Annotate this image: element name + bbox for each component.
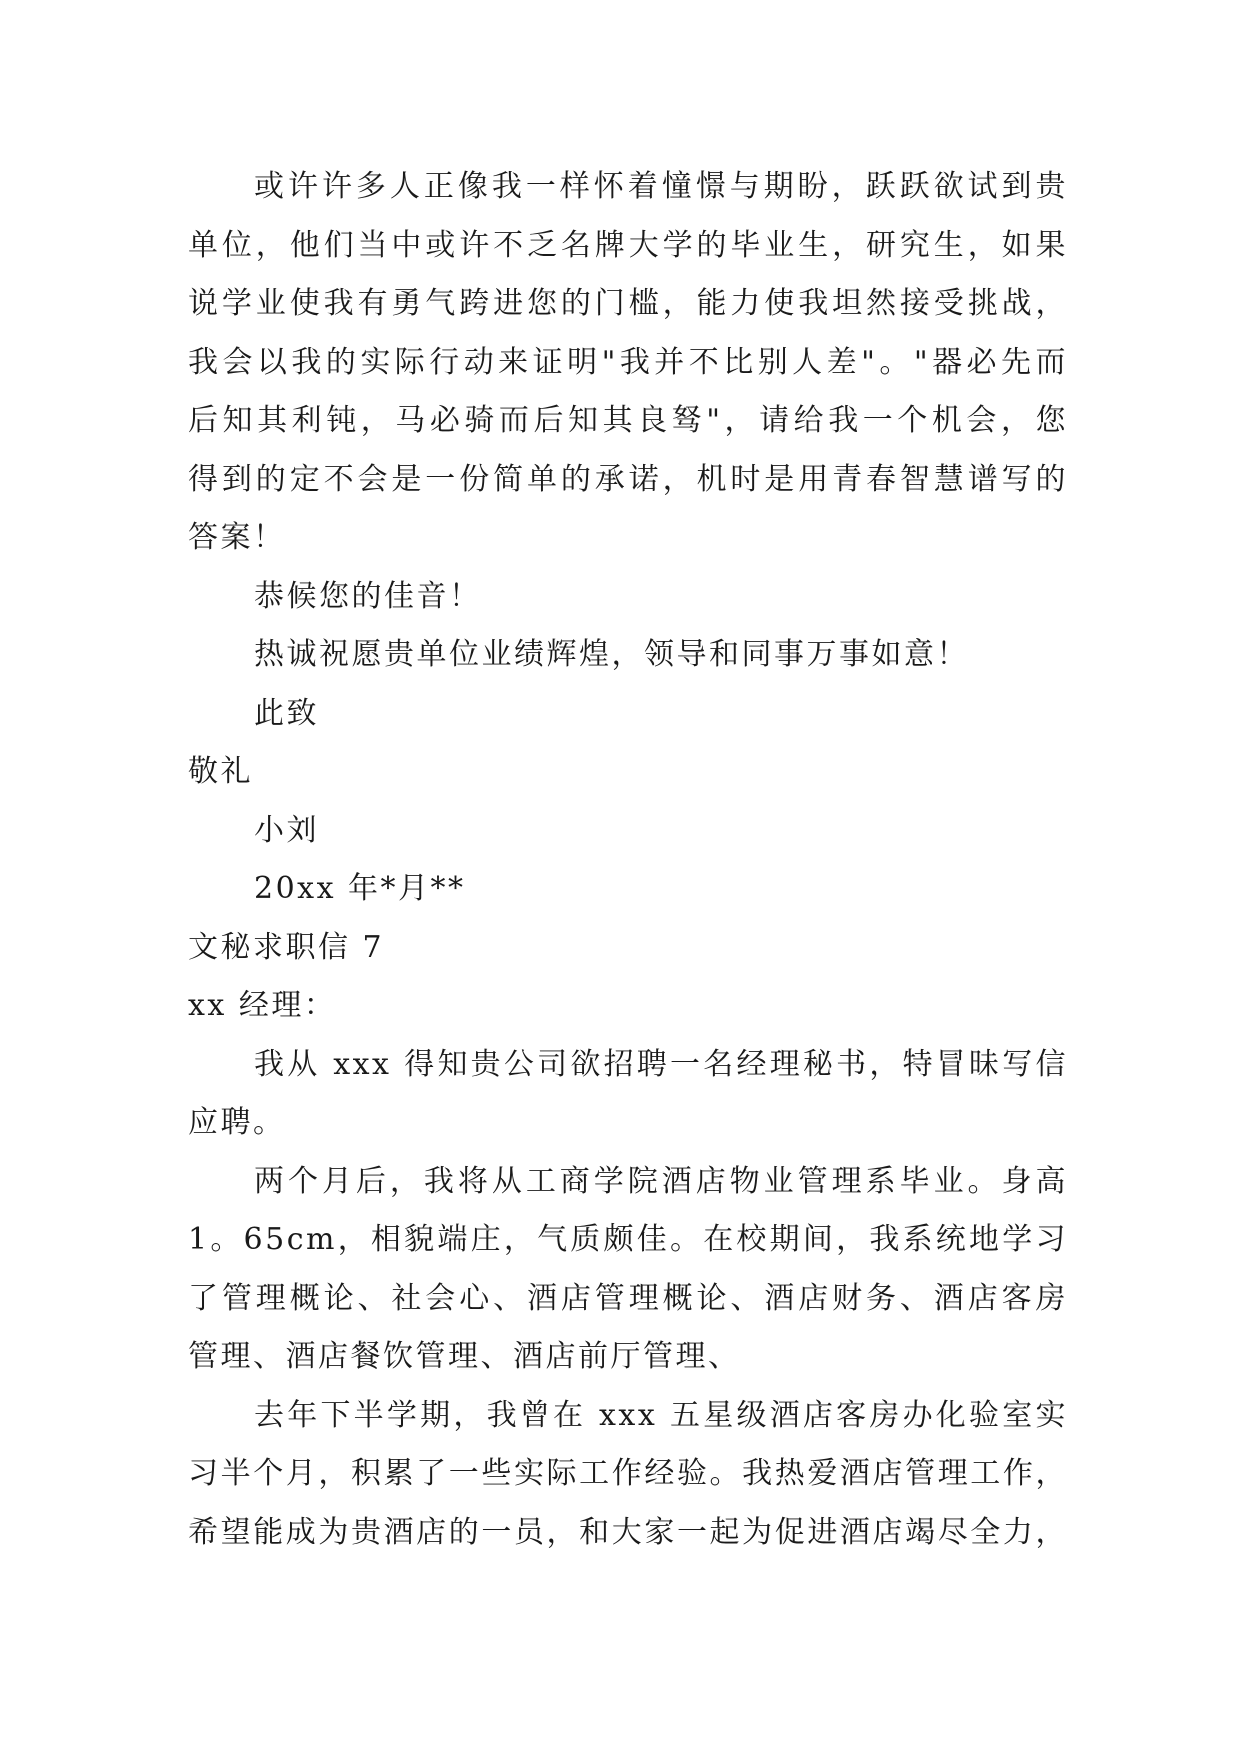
paragraph-await: [188, 568, 1068, 627]
text-line: 说学业使我有勇气跨进您的门槛，能力使我坦然接受挑战，: [188, 286, 1068, 321]
text-line: 希望能成为贵酒店的一员，和大家一起为促进酒店竭尽全力，: [188, 1514, 1068, 1550]
text-line: 20xx 年*月**: [254, 871, 466, 906]
closing-regards: [188, 743, 1068, 802]
document-body: [188, 158, 1068, 1562]
closing-salutation: [188, 685, 1068, 744]
signature-date: [188, 860, 1068, 919]
paragraph-wishes: [188, 626, 1068, 685]
text-line: 得到的定不会是一份简单的承诺，机时是用青春智慧谱写的: [188, 461, 1068, 497]
text-line: 我会以我的实际行动来证明"我并不比别人差"。"器必先而: [188, 344, 1068, 380]
section-heading: [188, 919, 1068, 978]
text-line: 我从 xxx 得知贵公司欲招聘一名经理秘书，特冒昧写信: [254, 1046, 1068, 1082]
text-line: 或许许多人正像我一样怀着憧憬与期盼，跃跃欲试到贵: [254, 169, 1068, 204]
letter-greeting: [188, 977, 1068, 1036]
text-line: 恭候您的佳音！: [254, 578, 482, 614]
text-line: 此致: [254, 695, 319, 731]
paragraph-education: [188, 1153, 1068, 1387]
paragraph-application: [188, 1036, 1068, 1153]
signature-name: [188, 802, 1068, 861]
text-line: 应聘。: [188, 1105, 286, 1140]
text-line: 后知其利钝，马必骑而后知其良驽"，请给我一个机会，您: [188, 403, 1068, 438]
text-line: 单位，他们当中或许不乏名牌大学的毕业生，研究生，如果: [188, 227, 1068, 263]
text-line: 敬礼: [188, 754, 253, 789]
paragraph-intro: [188, 158, 1068, 568]
text-line: 两个月后，我将从工商学院酒店物业管理系毕业。身高: [254, 1163, 1068, 1199]
text-line: 习半个月，积累了一些实际工作经验。我热爱酒店管理工作，: [188, 1456, 1068, 1491]
text-line: 小刘: [254, 812, 319, 848]
text-line: 热诚祝愿贵单位业绩辉煌，领导和同事万事如意！: [254, 637, 969, 672]
text-line: xx 经理：: [188, 988, 337, 1023]
text-line: 管理、酒店餐饮管理、酒店前厅管理、: [188, 1339, 741, 1374]
text-line: 答案！: [188, 520, 286, 555]
paragraph-experience: [188, 1387, 1068, 1563]
text-line: 文秘求职信 7: [188, 929, 385, 965]
text-line: 去年下半学期，我曾在 xxx 五星级酒店客房办化验室实: [254, 1397, 1068, 1433]
text-line: 1。65cm，相貌端庄，气质颇佳。在校期间，我系统地学习: [188, 1222, 1068, 1257]
text-line: 了管理概论、社会心、酒店管理概论、酒店财务、酒店客房: [188, 1280, 1068, 1316]
